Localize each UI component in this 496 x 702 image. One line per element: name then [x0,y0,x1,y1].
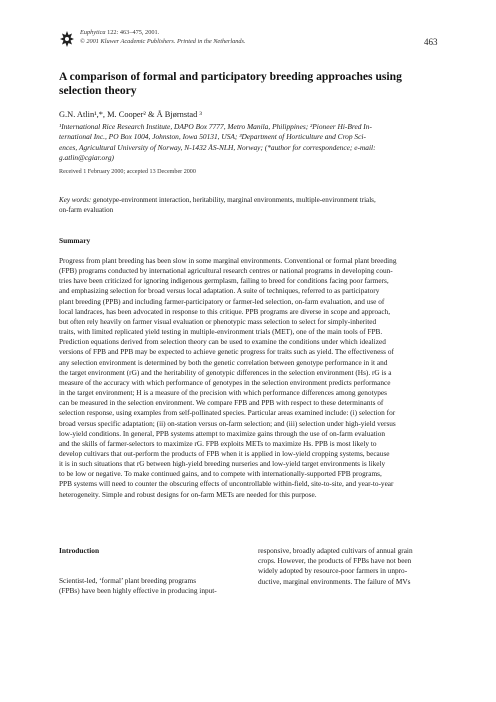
copyright-line: © 2001 Kluwer Academic Publishers. Printed in the Netherlands. [80,37,246,45]
summary-line: and the skills of farmer-selectors to maximize rG. FPB exploits METs to maximize Hs. PPB is most likely to [59,438,377,448]
introduction-heading: Introduction [59,546,100,555]
summary-line: but often rely heavily on farmer visual evaluation or phenotypic mass selection to select for simply-inherited [59,316,377,326]
author-list: G.N. Atlin¹,*, M. Cooper² & Å Bjørnstad ³ [59,110,202,119]
summary-line: selection response, using examples from self-pollinated species. Particular areas examined include: (i) selection for [59,408,396,418]
summary-line: low-yield conditions. In general, PPB systems attempt to maximize gains through the use of on-farm evaluation [59,428,386,438]
body-line: ductive, marginal environments. The failure of MVs [258,576,411,586]
summary-line: in the target environment; H is a measure of the precision with which performance differences among genotypes [59,388,387,398]
summary-line: tries have been criticized for ignoring indigenous germplasm, failing to breed for conditions facing poor farmers, [59,276,389,286]
summary-line: versions of FPB and PPB may be expected to achieve genetic progress for traits such as yield. The effectiveness of [59,347,394,357]
summary-line: can be measured in the selection environment. We compare FPB and PPB with respect to these determinants of [59,398,384,408]
journal-reference: 122: 463–475, 2001. [105,29,160,36]
affiliation-line: ternational Inc., PO Box 1004, Johnston, Iowa 50131, USA; ³Department of Horticulture and Crop Sci- [59,132,366,142]
title-line: A comparison of formal and participatory breeding approaches using [59,70,402,83]
summary-line: traits, with limited replicated yield testing in multiple-environment trials (MET), one of the main tools of FPB. [59,327,383,337]
keywords [59,196,441,215]
summary-line: (FPB) programs conducted by international agricultural research centres or national programs in developing coun- [59,266,393,276]
summary-line: measure of the accuracy with which performance of genotypes in the selection environment predicts performance [59,377,391,387]
journal-name: Euphytica [80,29,106,36]
summary-line: develop cultivars that out-perform the products of FPB when it is applied in low-yield cropping systems, because [59,448,390,458]
summary-heading: Summary [59,236,91,245]
introduction-right-column [258,546,442,587]
received-dates: Received 1 February 2000; accepted 13 December 2000 [59,169,196,175]
summary-line: local landraces, has been advocated in response to this critique. PPB programs are diverse in scope and approach, [59,306,391,316]
paper-title [59,70,449,99]
summary-line: it is in such situations that rG between high-yield breeding nurseries and low-yield target environments is likely [59,459,386,469]
publisher-logo-icon [59,30,75,48]
journal-citation [80,29,246,46]
keywords-text: on-farm evaluation [59,205,114,214]
keywords-text: genotype-environment interaction, heritability, marginal environments, multiple-environment trials, [91,196,376,204]
summary-line: any selection environment is determined by both the genetic correlation between genotype performance in it and [59,357,388,367]
keywords-label: Key words: [59,196,92,204]
summary-body [59,256,441,500]
affiliation-line: ¹International Rice Research Institute, DAPO Box 7777, Metro Manila, Philippines; ²Pioneer Hi-Bred In- [59,122,372,131]
summary-line: to be low or negative. To make continued gains, and to compete with internationally-supported FPB programs, [59,469,382,479]
page-number: 463 [424,37,438,47]
summary-line: Progress from plant breeding has been slow in some marginal environments. Conventional or formal plant breeding [59,256,397,265]
affiliation-line: ences, Agricultural University of Norway, N-1432 ÅS-NLH, Norway; (*author for correspondence; e-mail: [59,142,376,152]
summary-line: Prediction equations derived from selection theory can be used to examine the conditions under which idealized [59,337,386,347]
summary-line: PPB systems will need to counter the obscuring effects of uncontrollable within-field, site-to-site, and year-to-year [59,479,394,489]
body-line: Scientist-led, ‘formal’ plant breeding programs [59,576,197,585]
summary-line: plant breeding (PPB) and including farmer-participatory or farmer-led selection, on-farm evaluation, and use of [59,296,385,306]
title-line: selection theory [59,84,137,98]
affiliations [59,122,441,164]
body-line: crops. However, the products of FPBs have not been [258,556,412,566]
introduction-left-column [59,576,243,596]
summary-line: and emphasizing selection for broad versus local adaptation. A suite of techniques, referred to as participatory [59,286,380,296]
body-line: (FPBs) have been highly effective in producing input- [59,586,217,596]
body-line: responsive, broadly adapted cultivars of annual grain [258,546,413,555]
body-line: widely adopted by resource-poor farmers in unpro- [258,566,408,576]
summary-line: heterogeneity. Simple and robust designs for on-farm METs are needed for this purpose. [59,489,317,499]
summary-line: the target environment (rG) and the heritability of genotypic differences in the selection environment (Hs). rG is a [59,367,392,377]
affiliation-line: g.atlin@cgiar.org) [59,153,114,163]
summary-line: broad versus specific adaptation; (ii) on-station versus on-farm selection; and (iii) selection under high-yield versus [59,418,396,428]
